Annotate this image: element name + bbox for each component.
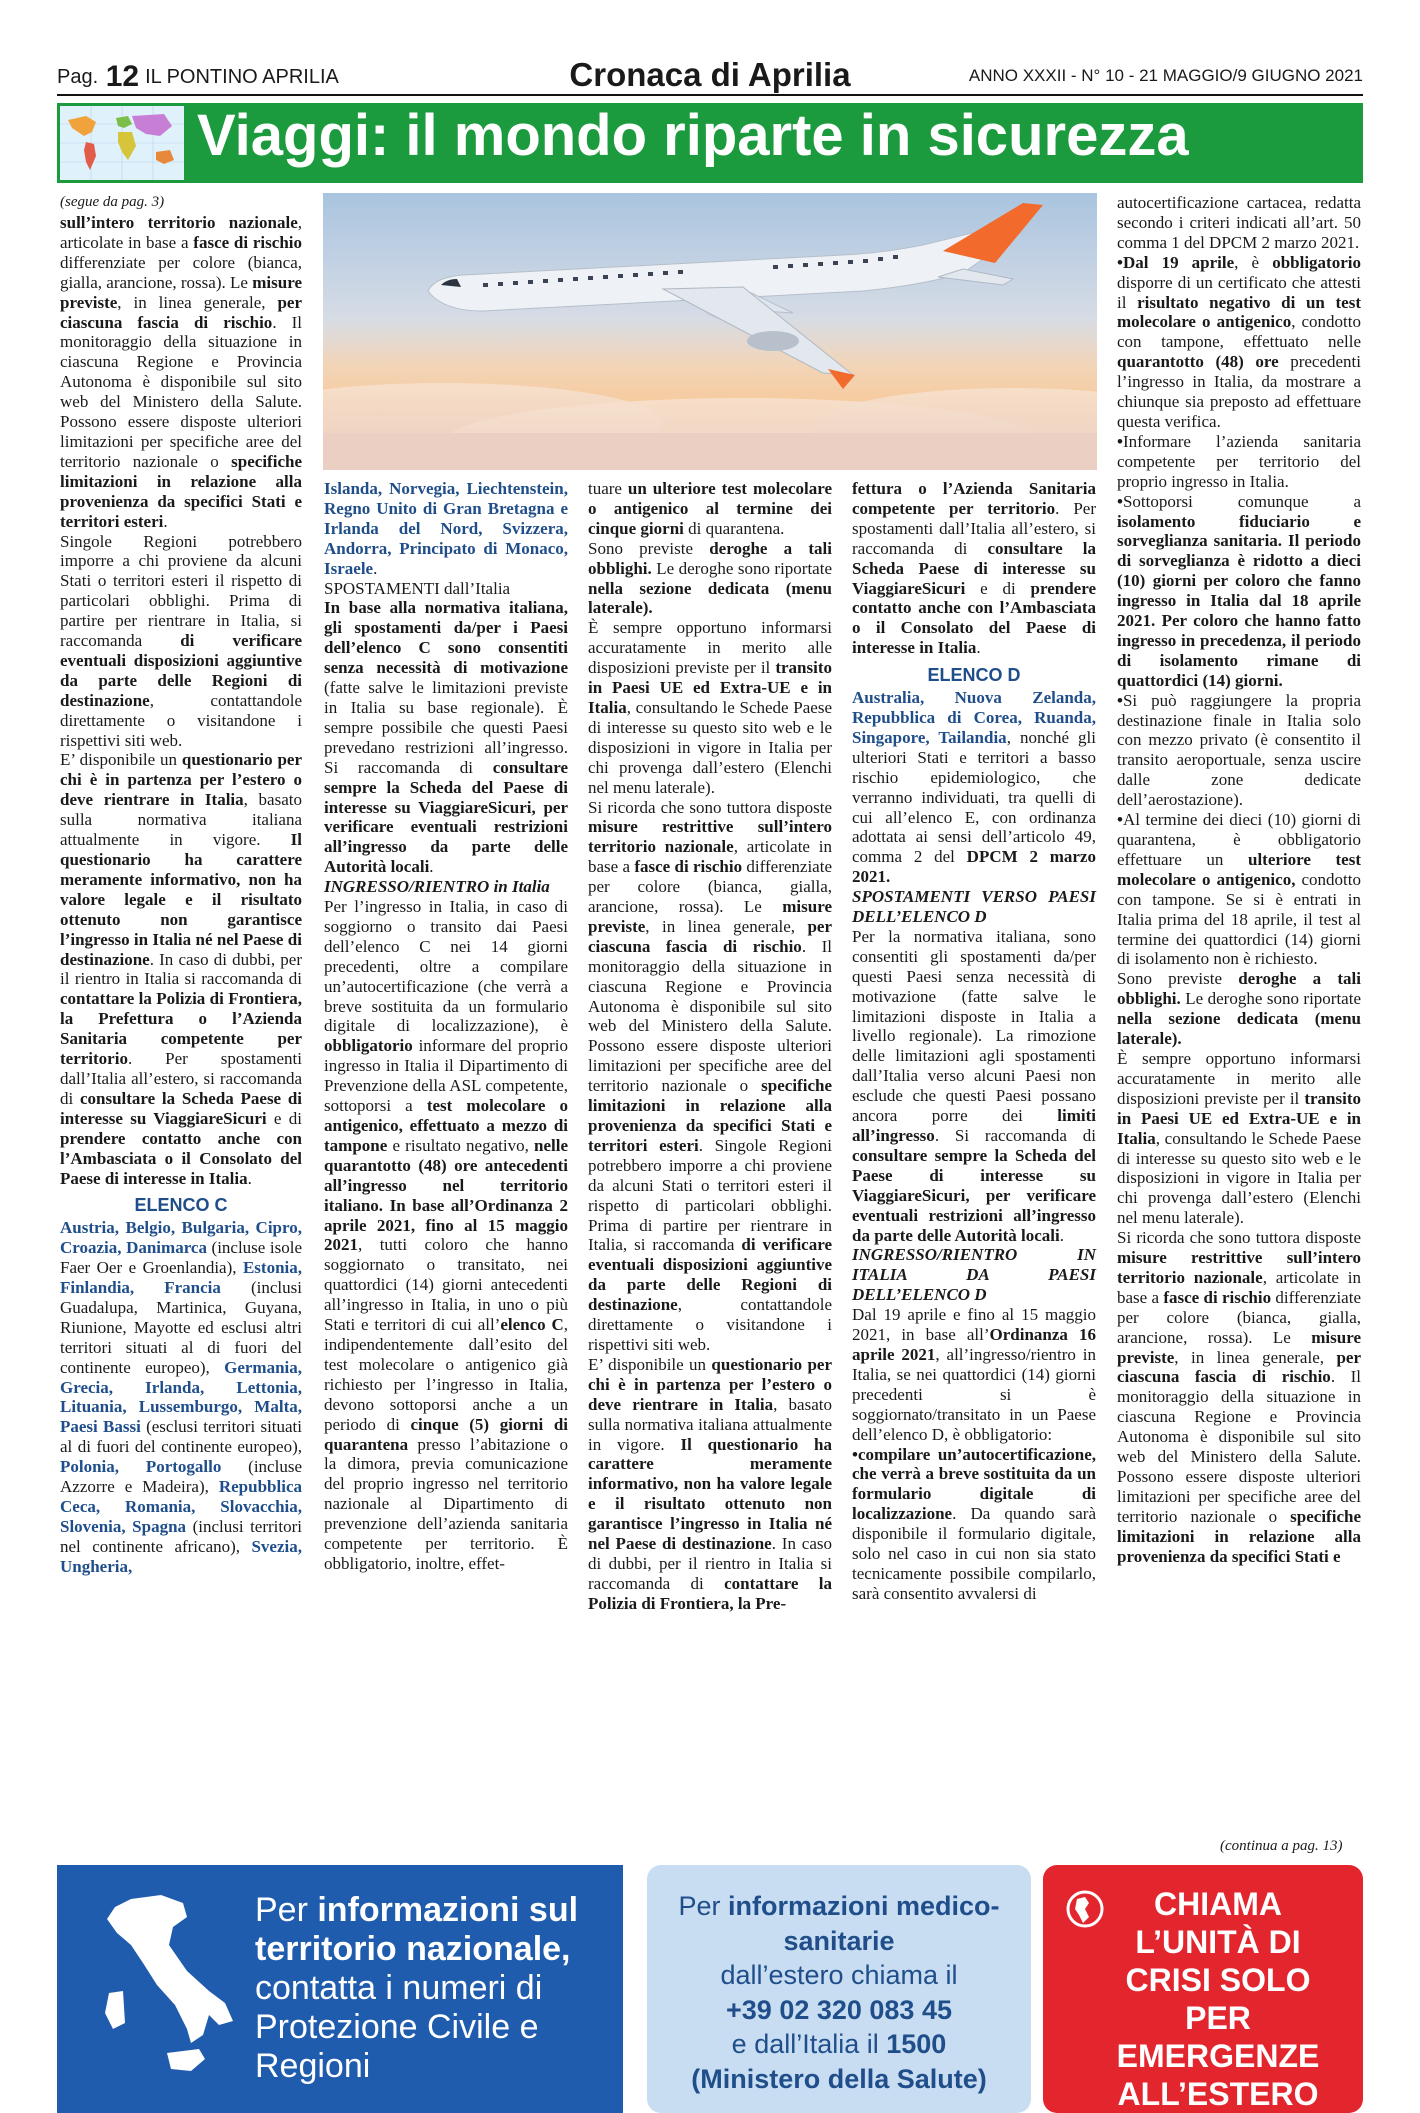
headline: Viaggi: il mondo riparte in sicurezza (197, 103, 1189, 168)
article-column-3 (588, 479, 832, 1614)
banner-national-text: Per informazioni sul territorio nazionale, contatta i numeri di Protezione Civile e Regioni (255, 1891, 579, 2085)
paragraph: Singole Regioni potrebbero imporre a chi proviene da alcuni Stati o territori esteri il rispetto di particolari obblighi. Prima di partire per rientrare in Italia, si raccomanda di verificare eventuali disposizioni aggiuntive da parte delle Regioni di destinazione, contattandole direttamente o visitandone i rispettivi siti web. (60, 531, 302, 750)
issue-info: ANNO XXXII - N° 10 - 21 MAGGIO/9 GIUGNO 2021 (968, 66, 1363, 85)
elenco-d-heading: ELENCO D (927, 665, 1021, 686)
info-banner (57, 1865, 1363, 2113)
country-list: Australia, Nuova Zelanda, Repubblica di Corea, Ruanda, Singapore, Tailandia, nonché gli ulteriori Stati e territori a basso rischio epidemiologico, che verranno individuati, tra quelli di cui all’elenco E, con ordinanza adottata ai sensi dell’articolo 49, comma 2 del DPCM 2 marzo 2021. (852, 688, 1096, 887)
publication-name: IL PONTINO APRILIA (145, 66, 339, 88)
subheading: INGRESSO/RIENTRO IN ITALIA DA PAESI DELL’ELENCO D (852, 1245, 1096, 1305)
subheading: SPOSTAMENTI VERSO PAESI DELL’ELENCO D (852, 887, 1096, 927)
section-title: Cronaca di Aprilia (569, 56, 851, 93)
paragraph: E’ disponibile un questionario per chi è in partenza per l’estero o deve rientrare in Italia, basato sulla normativa italiana attualmente in vigore. Il questionario ha carattere meramente informativo, non ha valore legale e il risultato ottenuto non garantisce l’ingresso in Italia né nel Paese di destinazione. In caso di dubbi, per il rientro in Italia si raccomanda di contattare la Polizia di Frontiera, la Pre- (588, 1354, 832, 1613)
bullet-item: • compilare un’autocertificazione, che verrà a breve sostituita da un formulario digitale di localizzazione. Da quando sarà disponibile il formulario digitale, solo nel caso in cui non sia stato tecnicamente possibile compilarlo, sarà consentito avvalersi di (852, 1445, 1096, 1604)
italy-map-icon (91, 1893, 241, 2093)
banner-crisis-unit (1043, 1865, 1363, 2113)
headline-band (57, 103, 1363, 183)
paragraph: Per l’ingresso in Italia, in caso di soggiorno o transito dai Paesi dell’elenco C nei 14 giorni precedenti, oltre a compilare un’autocertificazione (che verrà a breve sostituita da un formulario digitale di localizzazione), è obbligatorio informare del proprio ingresso in Italia il Dipartimento di Prevenzione della ASL competente, sottoporsi a test molecolare o antigenico, effettuato a mezzo di tampone e risultato negativo, nelle quarantotto (48) ore antecedenti all’ingresso nel territorio italiano. In base all’Ordinanza 2 aprile 2021, fino al 15 maggio 2021, tutti coloro che hanno soggiornato o transitato, nei quattordici (14) giorni antecedenti all’ingresso in Italia, in uno o più Stati e territori di cui all’elenco C, indipendentemente dall’esito del test molecolare o antigenico già richiesto per l’ingresso in Italia, devono sottoporsi anche a un periodo di cinque (5) giorni di quarantena presso l’abitazione o la dimora, previa comunicazione del proprio ingresso nel territorio nazionale al Dipartimento di prevenzione dell’azienda sanitaria competente per territorio. È obbligatorio, inoltre, effet- (324, 897, 569, 1573)
phone-number: +39 02 320 083 45 (726, 1994, 952, 2025)
bullet-item: • Informare l’azienda sanitaria competente per territorio del proprio ingresso in Italia. (1117, 432, 1361, 492)
elenco-c-heading: ELENCO C (134, 1195, 228, 1216)
airplane-photo (323, 193, 1097, 470)
banner-health-info (647, 1865, 1031, 2113)
bullet-item: • Sottoporsi comunque a isolamento fiduciario e sorveglianza sanitaria. Il periodo di sorveglianza è ridotto a dieci (10) giorni per coloro che fanno ingresso in Italia dal 18 aprile 2021. Per coloro che hanno fatto ingresso in precedenza, il periodo di isolamento rimane di quattordici (14) giorni. (1117, 492, 1361, 691)
continued-from-note: (segue da pag. 3) (60, 194, 165, 210)
country-list: Austria, Belgio, Bulgaria, Cipro, Croazia, Danimarca (incluse isole Faer Oer e Groenlandia), Estonia, Finlandia, Francia (inclusi Guadalupa, Martinica, Guyana, Riunione, Mayotte ed esclusi altri territori situati al di fuori del continente europeo), Germania, Grecia, Irlanda, Lettonia, Lituania, Lussemburgo, Malta, Paesi Bassi (esclusi territori situati al di fuori del continente europeo), Polonia, Portogallo (incluse Azzorre e Madeira), Repubblica Ceca, Romania, Slovacchia, Slovenia, Spagna (inclusi territori nel continente africano), Svezia, Ungheria, (60, 1218, 303, 1576)
paragraph: Sono previste deroghe a tali obblighi. Le deroghe sono riportate nella sezione dedicata (menu laterale). (588, 538, 832, 618)
article-column-1 (60, 213, 302, 1577)
subheading: INGRESSO/RIENTRO in Italia (324, 877, 550, 897)
paragraph: sull’intero territorio nazionale, articolate in base a fasce di rischio differenziate per colore (bianca, gialla, arancione, rossa). Le misure previste, in linea generale, per ciascuna fascia di rischio. Il monitoraggio della situazione in ciascuna Regione e Provincia Autonoma è disponibile sul sito web del Ministero della Salute. Possono essere disposte ulteriori limitazioni per specifiche aree del territorio nazionale o specifiche limitazioni in relazione alla provenienza da specifici Stati e territori esteri. (60, 213, 302, 531)
continued-on-note: (continua a pag. 13) (1220, 1838, 1343, 1854)
paragraph: In base alla normativa italiana, gli spostamenti da/per i Paesi dell’elenco C sono consentiti senza necessità di motivazione (fatte salve le limitazioni previste in Italia su base regionale). È sempre possibile che questi Paesi prevedano restrizioni all’ingresso. Si raccomanda di consultare sempre la Scheda del Paese di interesse su ViaggiareSicuri, per verificare eventuali restrizioni all’ingresso da parte delle Autorità locali. (324, 598, 568, 877)
paragraph: autocertificazione cartacea, redatta secondo i criteri indicati all’art. 50 comma 1 del DPCM 2 marzo 2021. (1117, 193, 1361, 252)
paragraph: tuare un ulteriore test molecolare o antigenico al termine dei cinque giorni di quarantena. (588, 479, 832, 538)
banner-health-text: Per informazioni medico-sanitarie dall’estero chiama il +39 02 320 083 45 e dall’Italia il 1500 (Ministero della Salute) (678, 1891, 1000, 2094)
article-column-4 (852, 479, 1096, 1604)
article-column-2 (324, 479, 568, 1574)
paragraph: Per la normativa italiana, sono consentiti gli spostamenti da/per questi Paesi senza necessità di motivazione (fatte salve le limitazioni disposte in Italia a livello regionale). La rimozione delle limitazioni agli spostamenti dall’Italia verso alcuni Paesi non esclude che questi Paesi possano ancora porre dei limiti all’ingresso. Si raccomanda di consultare sempre la Scheda del Paese di interesse su ViaggiareSicuri, per verificare eventuali restrizioni all’ingresso da parte delle Autorità locali. (852, 926, 1096, 1245)
banner-crisis-text: CHIAMA L’UNITÀ DI CRISI SOLO PER EMERGENZE ALL’ESTERO (1116, 1886, 1320, 2112)
subheading: SPOSTAMENTI dall’Italia (324, 578, 511, 598)
paragraph: Sono previste deroghe a tali obblighi. Le deroghe sono riportate nella sezione dedicata (menu laterale). (1117, 969, 1361, 1049)
country-list: Islanda, Norvegia, Liechtenstein, Regno Unito di Gran Bretagna e Irlanda del Nord, Svizzera, Andorra, Principato di Monaco, Israele. (324, 479, 568, 578)
page-header (57, 58, 1363, 96)
bullet-item: • Dal 19 aprile, è obbligatorio disporre di un certificato che attesti il risultato negativo di un test molecolare o antigenico, condotto con tampone, effettuato nelle quarantotto (48) ore precedenti l’ingresso in Italia, da mostrare a chiunque sia preposto ad effettuare questa verifica. (1117, 253, 1361, 432)
paragraph: Dal 19 aprile e fino al 15 maggio 2021, in base all’Ordinanza 16 aprile 2021, all’ingresso/rientro in Italia, se nei quattordici (14) giorni precedenti si è soggiornato/transitato in un Paese dell’elenco D, è obbligatorio: (852, 1305, 1096, 1444)
banner-national-info (57, 1865, 623, 2113)
paragraph: È sempre opportuno informarsi accuratamente in merito alle disposizioni previste per il transito in Paesi UE ed Extra-UE e in Italia, consultando le Schede Paese di interesse su questo sito web e le disposizioni in vigore in Italia per chi provenga dall’estero (Elenchi nel menu laterale). (1117, 1048, 1361, 1228)
page-number-label: Pag. 12 IL PONTINO APRILIA (57, 60, 339, 93)
paragraph: Si ricorda che sono tuttora disposte misure restrittive sull’intero territorio nazionale, articolate in base a fasce di rischio differenziate per colore (bianca, gialla, arancione, rossa). Le misure previste, in linea generale, per ciascuna fascia di rischio. Il monitoraggio della situazione in ciascuna Regione e Provincia Autonoma è disponibile sul sito web del Ministero della Salute. Possono essere disposte ulteriori limitazioni per specifiche aree del territorio nazionale o specifiche limitazioni in relazione alla provenienza da specifici Stati e (1117, 1228, 1361, 1566)
article-column-5 (1117, 193, 1361, 1567)
paragraph: È sempre opportuno informarsi accuratamente in merito alle disposizioni previste per il transito in Paesi UE ed Extra-UE e in Italia, consultando le Schede Paese di interesse su questo sito web e le disposizioni in vigore in Italia per chi provenga dall’estero (Elenchi nel menu laterale). (588, 618, 832, 797)
bullet-item: • Si può raggiungere la propria destinazione finale in Italia solo con mezzo privato (è consentito il transito aeroportuale, senza uscire dalle zone dedicate dell’aerostazione). (1117, 691, 1361, 810)
paragraph: fettura o l’Azienda Sanitaria competente per territorio. Per spostamenti dall’Italia all’estero, si raccomanda di consultare la Scheda Paese di interesse su ViaggiareSicuri e di prendere contatto anche con l’Ambasciata o il Consolato del Paese di interesse in Italia. (852, 479, 1096, 658)
world-map-image (60, 106, 184, 180)
paragraph: E’ disponibile un questionario per chi è in partenza per l’estero o deve rientrare in Italia, basato sulla normativa italiana attualmente in vigore. Il questionario ha carattere meramente informativo, non ha valore legale e il risultato ottenuto non garantisce l’ingresso in Italia né nel Paese di destinazione. In caso di dubbi, per il rientro in Italia si raccomanda di contattare la Polizia di Frontiera, la Prefettura o l’Azienda Sanitaria competente per territorio. Per spostamenti dall’Italia all’estero, si raccomanda di consultare la Scheda Paese di interesse su ViaggiareSicuri e di prendere contatto anche con l’Ambasciata o il Consolato del Paese di interesse in Italia. (60, 750, 303, 1188)
bullet-item: • Al termine dei dieci (10) giorni di quarantena, è obbligatorio effettuare un ulteriore test molecolare o antigenico, condotto con tampone. Se si è entrati in Italia prima del 18 aprile, il test al termine dei quattordici (14) giorni di isolamento non è richiesto. (1117, 810, 1361, 969)
paragraph: Si ricorda che sono tuttora disposte misure restrittive sull’intero territorio nazionale, articolate in base a fasce di rischio differenziate per colore (bianca, gialla, arancione, rossa). Le misure previste, in linea generale, per ciascuna fascia di rischio. Il monitoraggio della situazione in ciascuna Regione e Provincia Autonoma è disponibile sul sito web del Ministero della Salute. Possono essere disposte ulteriori limitazioni per specifiche aree del territorio nazionale o specifiche limitazioni in relazione alla provenienza da specifici Stati e territori esteri. Singole Regioni potrebbero imporre a chi proviene da alcuni Stati o territori esteri il rispetto di particolari obblighi. Prima di partire per rientrare in Italia, si raccomanda di verificare eventuali disposizioni aggiuntive da parte delle Regioni di destinazione, contattandole direttamente o visitandone i rispettivi siti web. (588, 797, 832, 1354)
page-number: 12 (105, 60, 140, 93)
